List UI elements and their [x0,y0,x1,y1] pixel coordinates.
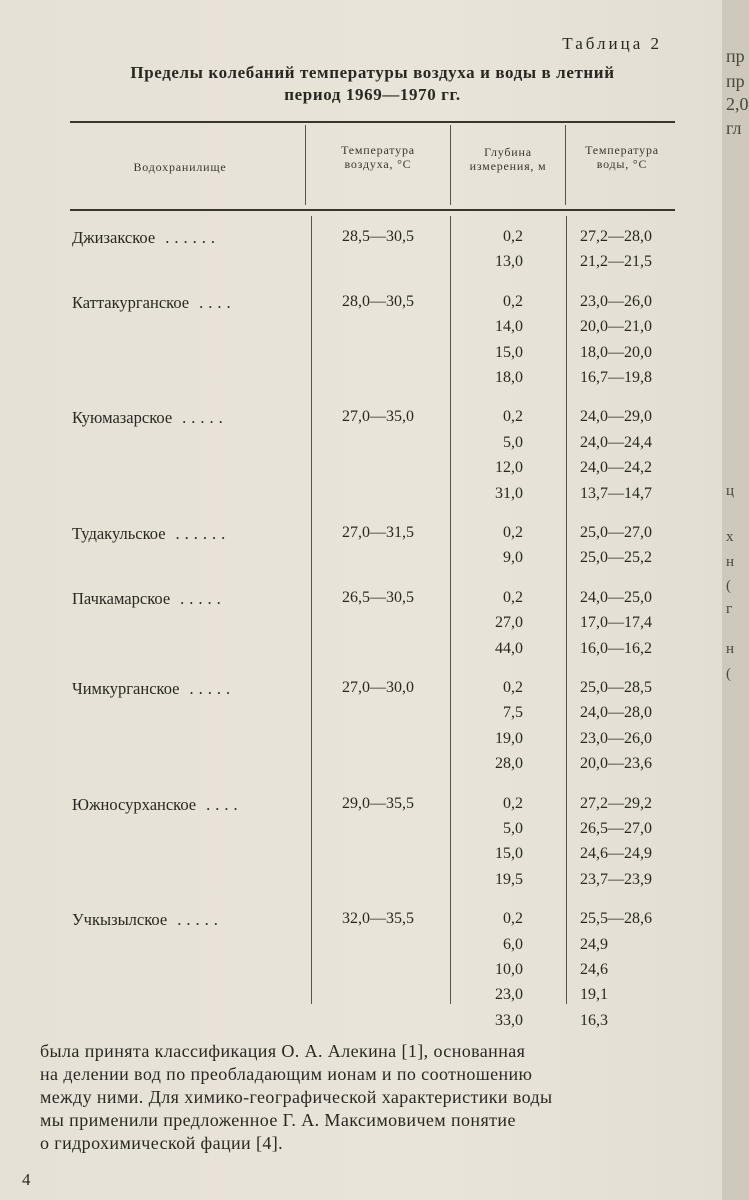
depth-cell: 14,0 [495,318,523,336]
water-temp-cell: 24,6 [580,961,608,978]
water-temp-cell: 24,0—29,0 [580,408,652,426]
adjacent-fragment: гл [726,118,742,138]
reservoir-name [72,589,226,609]
depth-cell: 0,2 [503,524,523,541]
reservoir-name [72,795,243,815]
column-divider-3-body [566,216,567,1004]
reservoir-name [72,228,220,248]
adjacent-fragment: пр [726,46,745,66]
water-temp-cell: 27,2—28,0 [580,228,652,245]
paragraph-line-5: о гидрохимической фации [4]. [40,1133,284,1153]
table-title-line-2: период 1969—1970 гг. [284,85,461,104]
reservoir-label: Южносурханское [72,794,197,814]
leader-dots: ..... [189,679,236,698]
adjacent-fragment: ( [726,666,731,682]
depth-cell: 19,0 [495,729,523,747]
water-temp-cell: 27,2—29,2 [580,794,652,812]
depth-cell: 13,0 [495,253,523,271]
water-temp-cell: 13,7—14,7 [580,484,652,502]
water-temp-cell: 24,0—25,0 [580,588,652,606]
air-temp-cell: 27,0—31,5 [342,524,414,541]
depth-cell: 0,2 [503,679,523,696]
reservoir-name [72,408,228,428]
depth-cell: 7,5 [503,704,523,722]
reservoir-label: Куюмазарское [72,408,173,428]
table-label: Таблица 2 [562,34,662,53]
depth-cell: 9,0 [503,549,523,567]
depth-cell: 10,0 [495,961,523,978]
leader-dots: ...... [165,228,220,247]
reservoir-name [72,524,230,544]
adjacent-fragment: н [726,554,735,570]
depth-cell: 0,2 [503,292,523,310]
air-temp-cell: 29,0—35,5 [342,794,414,812]
page-number: 4 [22,1170,31,1189]
air-temp-cell: 26,5—30,5 [342,588,414,606]
air-temp-cell: 28,5—30,5 [342,228,414,245]
reservoir-name [72,910,223,930]
reservoir-label: Чимкурганское [72,679,180,698]
table-title-line-1: Пределы колебаний температуры воздуха и воды в летний [130,63,615,82]
leader-dots: ...... [175,524,231,543]
depth-cell: 6,0 [503,935,523,953]
water-temp-cell: 16,3 [580,1011,608,1029]
water-temp-cell: 16,0—16,2 [580,639,652,657]
table-top-rule [70,121,675,123]
air-temp-cell: 32,0—35,5 [342,910,414,928]
depth-cell: 15,0 [495,845,523,863]
adjacent-page-edge [722,0,749,1200]
depth-cell: 0,2 [503,794,523,812]
depth-cell: 27,0 [495,614,523,632]
leader-dots: ..... [177,910,223,930]
leader-dots: ..... [180,588,226,608]
water-temp-cell: 16,7—19,8 [580,369,652,386]
depth-cell: 0,2 [503,228,523,245]
water-temp-cell: 25,5—28,6 [580,910,652,928]
depth-cell: 31,0 [495,484,523,502]
air-temp-cell: 27,0—35,0 [342,408,414,426]
table-title [70,62,675,106]
depth-cell: 28,0 [495,755,523,773]
air-temp-cell: 28,0—30,5 [342,292,414,310]
paragraph-line-3: между ними. Для химико-географической характеристики воды [40,1087,553,1107]
water-temp-cell: 24,0—28,0 [580,704,652,722]
water-temp-cell: 25,0—27,0 [580,524,652,541]
depth-cell: 5,0 [503,433,523,451]
header-water-temp: Температура воды, °С [585,143,659,171]
reservoir-name [72,679,235,699]
reservoir-label: Джизакское [72,228,156,247]
paragraph-line-2: на делении вод по преобладающим ионам и по соотношению [40,1064,533,1084]
table-header-rule [70,209,675,211]
column-divider-3 [565,125,566,205]
reservoir-name [72,293,236,313]
water-temp-cell: 20,0—21,0 [580,318,652,336]
leader-dots: ..... [182,408,228,428]
adjacent-fragment: х [726,529,734,545]
depth-cell: 15,0 [495,343,523,361]
depth-cell: 0,2 [503,588,523,606]
water-temp-cell: 23,0—26,0 [580,729,652,747]
water-temp-cell: 23,0—26,0 [580,292,652,310]
reservoir-label: Тудакульское [72,524,166,543]
water-temp-cell: 21,2—21,5 [580,253,652,271]
water-temp-cell: 25,0—25,2 [580,549,652,567]
leader-dots: .... [206,794,243,814]
header-air-temp: Температура воздуха, °С [341,143,415,171]
adjacent-fragment: г [726,601,733,617]
depth-cell: 12,0 [495,459,523,477]
reservoir-label: Каттакурганское [72,292,190,312]
depth-cell: 23,0 [495,986,523,1004]
water-temp-cell: 25,0—28,5 [580,679,652,696]
paragraph-line-4: мы применили предложенное Г. А. Максимовичем понятие [40,1110,516,1130]
adjacent-fragment: пр [726,71,745,91]
water-temp-cell: 23,7—23,9 [580,870,652,888]
adjacent-fragment: ц [726,483,735,499]
adjacent-fragment: 2,0 [726,94,749,114]
header-depth: Глубина измерения, м [469,145,547,173]
depth-cell: 0,2 [503,408,523,426]
reservoir-label: Учкызылское [72,910,168,930]
reservoir-label: Пачкамарское [72,588,171,608]
adjacent-fragment: н [726,641,735,657]
adjacent-fragment: ( [726,578,731,594]
water-temp-cell: 26,5—27,0 [580,820,652,837]
depth-cell: 19,5 [495,870,523,888]
depth-cell: 33,0 [495,1011,523,1029]
water-temp-cell: 19,1 [580,986,608,1004]
column-divider-2 [450,125,451,205]
water-temp-cell: 24,0—24,4 [580,433,652,451]
water-temp-cell: 20,0—23,6 [580,755,652,773]
body-paragraph [40,1040,735,1155]
depth-cell: 5,0 [503,820,523,837]
header-reservoir: Водохранилище [133,160,227,174]
column-divider-1 [305,125,306,205]
depth-cell: 44,0 [495,639,523,657]
depth-cell: 0,2 [503,910,523,928]
water-temp-cell: 24,0—24,2 [580,459,652,477]
water-temp-cell: 24,6—24,9 [580,845,652,863]
paragraph-line-1: была принята классификация О. А. Алекина [1], основанная [40,1041,526,1061]
depth-cell: 18,0 [495,369,523,386]
air-temp-cell: 27,0—30,0 [342,679,414,696]
water-temp-cell: 18,0—20,0 [580,343,652,361]
water-temp-cell: 17,0—17,4 [580,614,652,632]
water-temp-cell: 24,9 [580,935,608,953]
column-divider-1-body [311,216,312,1004]
leader-dots: .... [199,292,236,312]
